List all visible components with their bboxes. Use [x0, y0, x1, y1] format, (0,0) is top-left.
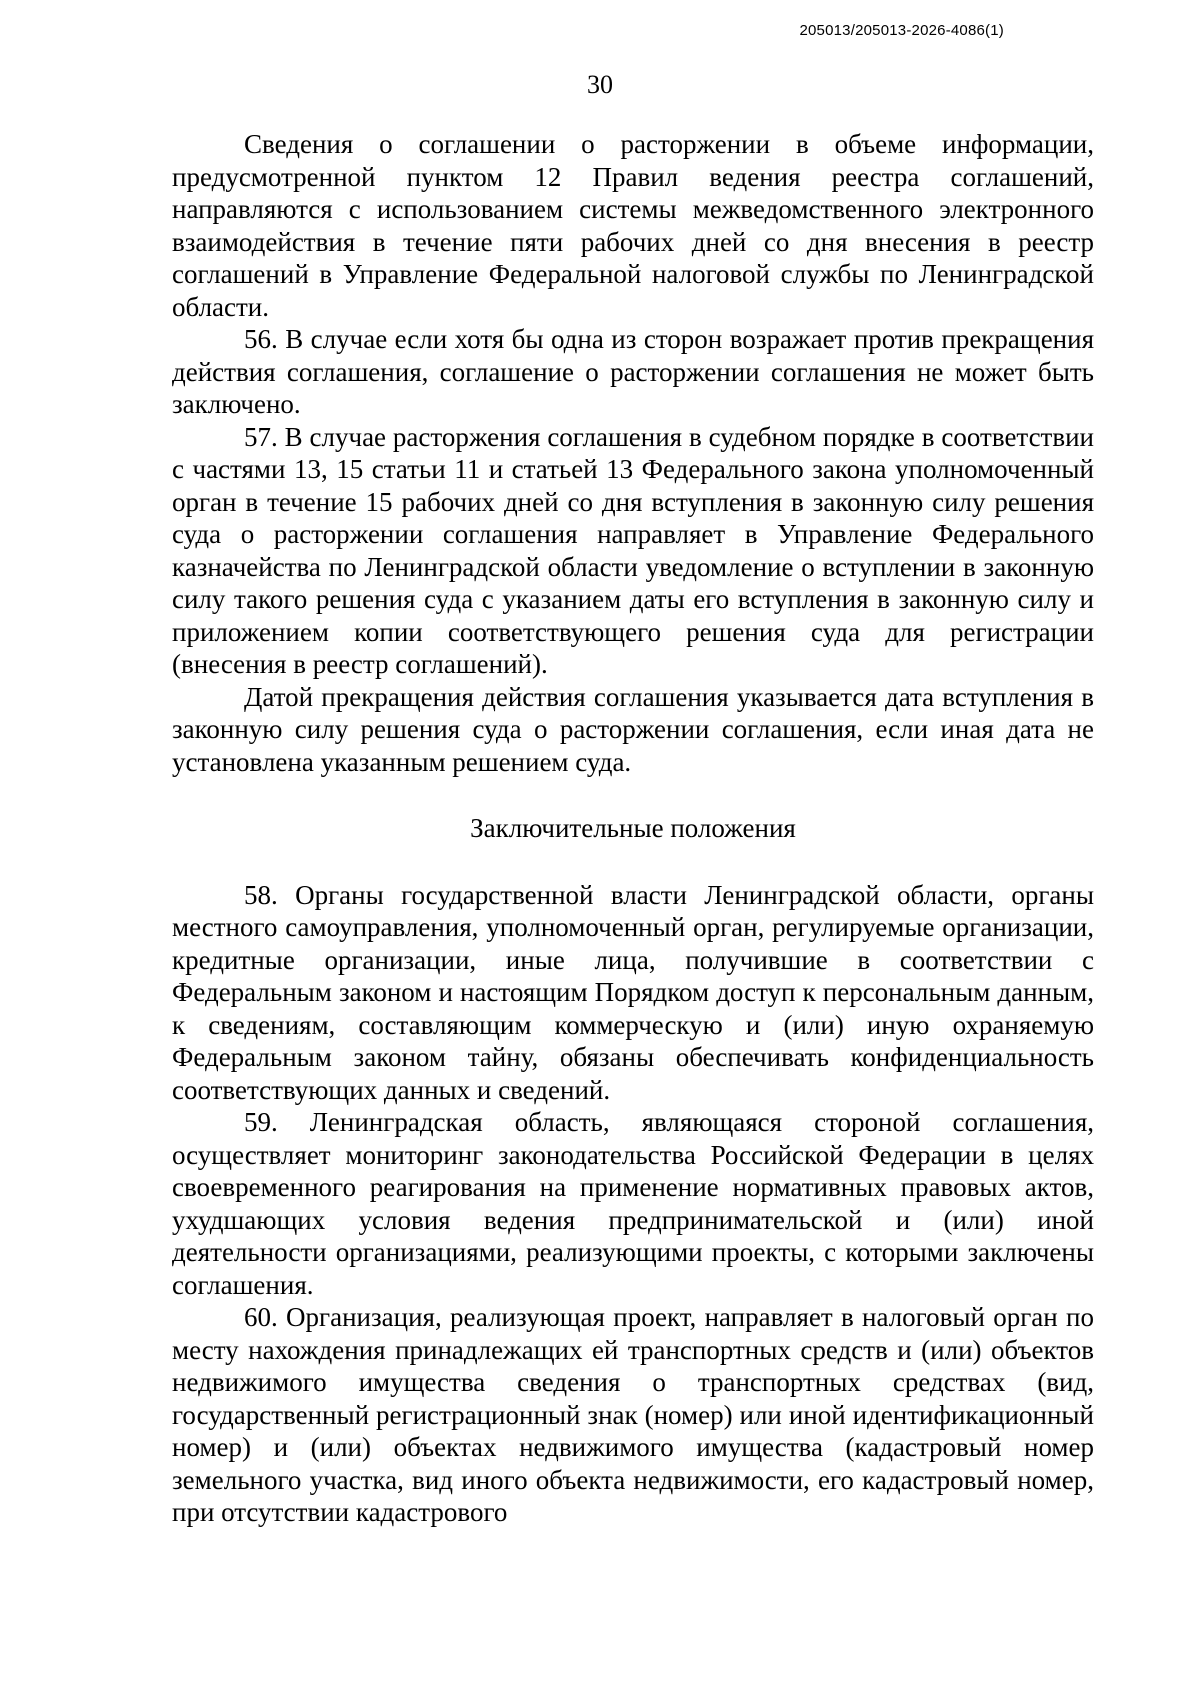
paragraph-55-continuation: Сведения о соглашении о расторжении в объеме информации, предусмотренной пунктом 12 Правил ведения реестра соглашений, направляются с использованием системы межведомственного электронного взаимодействия в течение пяти рабочих дней со дня внесения в реестр соглашений в Управление Федеральной налоговой службы по Ленинградской области.: [172, 129, 1094, 322]
paragraph-60: 60. Организация, реализующая проект, направляет в налоговый орган по месту нахождения принадлежащих ей транспортных средств и (или) объектов недвижимого имущества сведения о транспортных средствах (вид, государственный регистрационный знак (номер) или иной идентификационный номер) и (или) объектах недвижимого имущества (кадастровый номер земельного участка, вид иного объекта недвижимости, его кадастровый номер, при отсутствии кадастрового: [172, 1302, 1094, 1527]
paragraph-56: 56. В случае если хотя бы одна из сторон возражает против прекращения действия соглашения, соглашение о расторжении соглашения не может быть заключено.: [172, 324, 1094, 419]
section-heading: Заключительные положения: [470, 813, 796, 843]
paragraph-58: 58. Органы государственной власти Ленинградской области, органы местного самоуправления, уполномоченный орган, регулируемые организации, кредитные организации, иные лица, получившие в соответствии с Федеральным законом и настоящим Порядком доступ к персональным данным, к сведениям, составляющим коммерческую и (или) иную охраняемую Федеральным законом тайну, обязаны обеспечивать конфиденциальность соответствующих данных и сведений.: [172, 879, 1094, 1105]
page-number: 30: [587, 70, 613, 99]
document-body: [172, 128, 1094, 1529]
paragraph-57: 57. В случае расторжения соглашения в судебном порядке в соответствии с частями 13, 15 статьи 11 и статьей 13 Федерального закона уполномоченный орган в течение 15 рабочих дней со дня вступления в законную силу решения суда о расторжении соглашения направляет в Управление Федерального казначейства по Ленинградской области уведомление о вступлении в законную силу такого решения суда с указанием даты его вступления в законную силу и приложением копии соответствующего решения суда для регистрации (внесения в реестр соглашений).: [172, 421, 1094, 679]
paragraph-59: 59. Ленинградская область, являющаяся стороной соглашения, осуществляет мониторинг законодательства Российской Федерации в целях своевременного реагирования на применение нормативных правовых актов, ухудшающих условия ведения предпринимательской и (или) иной деятельности организациями, реализующими проекты, с которыми заключены соглашения.: [172, 1107, 1094, 1300]
document-id: 205013/205013-2026-4086(1): [799, 22, 1004, 39]
paragraph-57-termination-date: Датой прекращения действия соглашения указывается дата вступления в законную силу решения суда о расторжении соглашения, если иная дата не установлена указанным решением суда.: [172, 681, 1094, 777]
